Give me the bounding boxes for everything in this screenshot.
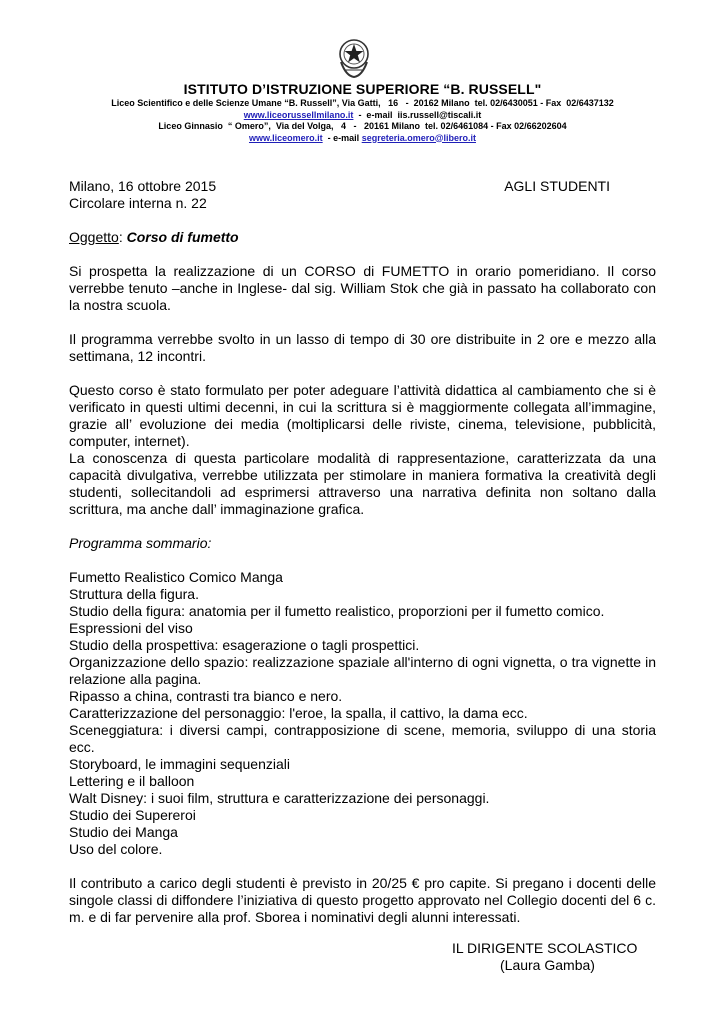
signature-block xyxy=(452,940,672,974)
program-item: Caratterizzazione del personaggio: l'eroe, la spalla, il cattivo, la dama ecc. xyxy=(69,705,528,721)
paragraph-intro: Si prospetta la realizzazione di un CORSO di FUMETTO in orario pomeridiano. Il corso verrebbe tenuto –anche in Inglese- dal sig. William Stok che già in passato ha collaborato con la nostra scuola. xyxy=(69,263,656,313)
letter-body xyxy=(69,178,656,926)
omero-email-link[interactable]: segreteria.omero@libero.it xyxy=(361,132,476,143)
program-item: Walt Disney: i suoi film, struttura e caratterizzazione dei personaggi. xyxy=(69,790,490,806)
subject-colon: : xyxy=(118,229,127,245)
program-item: Fumetto Realistico Comico Manga xyxy=(69,569,283,585)
recipients: AGLI STUDENTI xyxy=(504,178,610,194)
subject-line xyxy=(69,229,656,246)
liceo-ginnasio-address: Liceo Ginnasio “ Omero”, Via del Volga, 4 - 20161 Milano tel. 02/6461084 - Fax 02/66202604 xyxy=(158,121,567,131)
letterhead xyxy=(0,80,725,144)
liceo-scientifico-address: Liceo Scientifico e delle Scienze Umane “B. Russell”, Via Gatti, 16 - 20162 Milano tel. 02/6430051 - Fax 02/6437132 xyxy=(111,98,614,108)
paragraph-contribution: Il contributo a carico degli studenti è previsto in 20/25 € pro capite. Si pregano i docenti delle singole classi di diffondere l’iniziativa di questo progetto approvato nel Collegio docenti del 6 c. m. e di far pervenire alla prof. Sborea i nominativi degli alunni interessati. xyxy=(69,875,656,925)
program-item: Ripasso a china, contrasti tra bianco e nero. xyxy=(69,688,343,704)
place-date: Milano, 16 ottobre 2015 xyxy=(69,178,217,194)
program-item: Espressioni del viso xyxy=(69,620,193,636)
program-item: Studio dei Manga xyxy=(69,824,178,840)
signature-title: IL DIRIGENTE SCOLASTICO xyxy=(452,940,638,956)
paragraph-rationale: Questo corso è stato formulato per poter adeguare l’attività didattica al cambiamento che si è verificato in questi ultimi decenni, in cui la scrittura si è maggiormente collegata all’immagine, grazie all’ evoluzione dei media (moltiplicarsi delle riviste, cinema, televisione, pubblicità, computer, internet). xyxy=(69,382,656,449)
program-item: Lettering e il balloon xyxy=(69,773,195,789)
russell-email: - e-mail iis.russell@tiscali.it xyxy=(353,109,482,120)
program-item: Storyboard, le immagini sequenziali xyxy=(69,756,290,772)
program-list xyxy=(69,569,656,858)
omero-contacts xyxy=(0,133,725,145)
program-item: Struttura della figura. xyxy=(69,586,199,602)
institute-title: ISTITUTO D’ISTRUZIONE SUPERIORE “B. RUSSELL" xyxy=(183,81,542,97)
subject-label: Oggetto xyxy=(69,229,119,245)
subject-text: Corso di fumetto xyxy=(126,229,239,245)
omero-website-link[interactable]: www.liceomero.it xyxy=(248,132,323,143)
program-item: Organizzazione dello spazio: realizzazione spaziale all'interno di ogni vignetta, o tra vignette in relazione alla pagina. xyxy=(69,654,656,687)
program-item: Studio dei Supereroi xyxy=(69,807,196,823)
program-item: Studio della figura: anatomia per il fumetto realistico, proporzioni per il fumetto comico. xyxy=(69,603,605,619)
program-heading: Programma sommario: xyxy=(69,535,212,551)
italian-republic-emblem-icon xyxy=(336,36,372,80)
program-item: Uso del colore. xyxy=(69,841,163,857)
paragraph-knowledge: La conoscenza di questa particolare modalità di rappresentazione, caratterizzata da una capacità divulgativa, verrebbe utilizzata per stimolare in maniera formativa la creatività degli studenti, sollecitandoli ad esprimersi attraverso una narrativa definita non soltano dalla scrittura, ma anche dall’ immaginazione grafica. xyxy=(69,450,656,517)
omero-email-label: - e-mail xyxy=(322,132,362,143)
circular-number: Circolare interna n. 22 xyxy=(69,195,207,211)
paragraph-schedule: Il programma verrebbe svolto in un lasso di tempo di 30 ore distribuite in 2 ore e mezzo alla settimana, 12 incontri. xyxy=(69,331,656,364)
signature-name: (Laura Gamba) xyxy=(500,957,595,973)
russell-website-link[interactable]: www.liceorussellmilano.it xyxy=(243,109,354,120)
russell-contacts xyxy=(0,110,725,122)
program-item: Studio della prospettiva: esagerazione o tagli prospettici. xyxy=(69,637,420,653)
program-item: Sceneggiatura: i diversi campi, contrapposizione di scene, memoria, sviluppo di una storia ecc. xyxy=(69,722,656,755)
date-recipient-row xyxy=(69,178,656,195)
